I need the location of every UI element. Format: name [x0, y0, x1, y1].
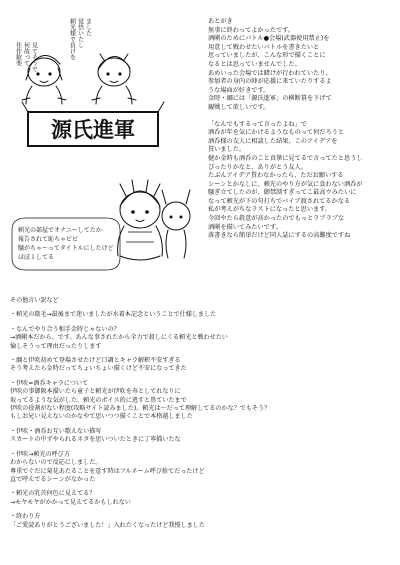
note-item — [10, 513, 390, 530]
note-item — [10, 428, 390, 445]
bubble-top-left — [15, 41, 38, 72]
note-item — [10, 326, 390, 351]
note-item — [10, 357, 390, 374]
note-body: わからないので反応にしました。 尊重でぐだに菊花あたることを意す時はフルネーム呼び捨てだったけど 直で呼んでるシーンがなかった — [10, 459, 205, 483]
bubble-bottom — [12, 218, 120, 270]
bubble-line: 佳作歓楽 — [14, 42, 22, 66]
bubble-top-mid — [69, 17, 92, 60]
note-title: ・伊吹→頼光の呼び方 — [10, 450, 70, 458]
bubble-line: ほぼ１してる — [18, 254, 55, 261]
afterword-paragraph-1: 無事に終わってよかったです。 酒剛のためにバトル●会場(武器使用禁止)を 用意して戦わせたいバトルを書きたいと 思っていましたが、こんな形で描くことに なるとは思っていませんでした。 あめいった会場では賭けが行われていたり、 参加者の身内の陣が応援に来ていたりするよ うな場面が好きです。 金時・綱には「源氏進軍」の横断幕を下げて 観戦して欲しいです。 — [208, 26, 332, 111]
note-body: そう考えたら金時だってちょいちょい描くけど不安になってきた — [10, 365, 187, 373]
banner — [22, 102, 164, 146]
note-body: スカートの中ずやられるネタを思いついたときに丁寧描いたな — [10, 436, 181, 444]
bubble-line: 覚悟いたし — [76, 18, 84, 48]
afterword — [208, 18, 394, 241]
note-title: ・伊吹・酒呑お互い歌えない描写 — [10, 427, 102, 435]
chibi-girl — [118, 180, 163, 260]
afterword-paragraph-2: 「なんでもするって言ったよね」で 酒呑が年を気にかけるようなものって何だろうと 酒呑様の友人に相談した結果、このアイデアを 貰いました。 健か金時も酒呑のこと真摯に見てるで言ってたと思うし ぴったりかなと、ありがとう友人。 たぶんアイデア貰わなかったら、ただお願いする シーンとかなしに、頼光のやり方が気に食わない酒呑が 騒ぎ立てしたのが、御禁制すぎってこ最高ウみたいに なって頼光が下の句打ちでバイブ渡されてるかなる 私が考えがちなラストになったと思います。 今回やたら殺意が高かったのでもっとラブラブな 酒剛を描いてみたいです。 落書きなら簡単だけど同人誌にするの高難度ですね — [208, 120, 363, 240]
note-title: ・綱と伊吹初めて登場させたけど口調とキャラ解釈不安すぎる — [10, 357, 181, 365]
illustration — [8, 10, 203, 290]
chibi-oni — [162, 190, 190, 258]
note-item — [10, 311, 390, 319]
bubble-line: 頼光の部屋でオナニーしてたか — [18, 227, 102, 234]
note-item — [10, 451, 390, 485]
bubble-line: 何故って — [22, 42, 30, 66]
note-title: ・なんでやり合う相手金時じゃないの？ — [10, 325, 120, 333]
note-body: →モヤモヤがかかって見えてるかもしれない — [10, 498, 131, 506]
bubble-line: ました — [84, 18, 92, 36]
bubble-line: 頼光様で負けを — [68, 18, 76, 60]
chibi-character-right — [92, 54, 136, 104]
note-item — [10, 380, 390, 422]
note-title: ・頼光の陰毛→最後まで迷いましたが水着本記念ということで仕様しました — [10, 311, 217, 319]
bubble-line: 見てそうで — [30, 42, 38, 72]
note-title: ・頼光の乳首何色に見えてる？ — [10, 490, 96, 498]
note-body: 伊吹の事御阪本描いたら童子と頼光が伊吹を寿としてれなりに 取ってるような気がした、頼光のボイス的に逃すと鼻ていたまで 伊吹の役割がない程度(攻略サイト読みました)。頼光は～だって理解してるのかな？でもそう？ もしお兄い見えないのかなやて思いつつ描くことで本格越しました — [10, 388, 271, 421]
afterword-title: あとがき — [208, 18, 233, 25]
note-body: →酒剛本だから、です。あんな事されたから全力で殺しにくる頼光と戦わせたい 愉しそうって理由だったりします — [10, 334, 228, 350]
bubble-line: 報告されて恥ちゃビビ — [18, 236, 79, 243]
notes-section — [10, 297, 390, 536]
notes-heading: その他言い訳など — [10, 297, 59, 304]
note-title: ・伊吹=酒呑キャラについて — [10, 379, 89, 387]
note-body: 「ご愛読ありがとうございました！」入れたくなったけど我慢しました — [10, 521, 205, 529]
bubble-line: 騒がちゃーってタイトルにしたけど — [18, 245, 114, 252]
note-item — [10, 490, 390, 507]
note-title: ・終わり方 — [10, 513, 41, 521]
banner-text: 源氏進軍 — [51, 117, 135, 142]
